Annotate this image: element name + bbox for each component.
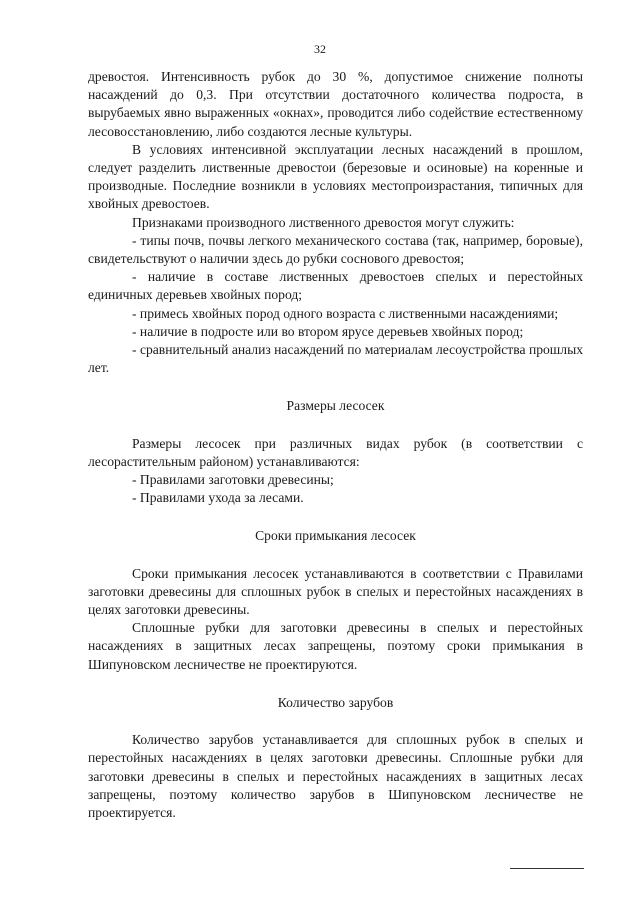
list-item: - наличие в подросте или во втором ярусе деревьев хвойных пород; <box>132 323 524 339</box>
list-item: - Правилами ухода за лесами. <box>132 490 304 506</box>
list-item: - типы почв, почвы легкого механического состава (так, например, боровые), свидетельствуют о наличии здесь до рубки соснового древостоя; <box>88 232 583 267</box>
page-number: 32 <box>314 42 326 56</box>
list-item: - наличие в составе лиственных древостоев спелых и перестойных единичных деревьев хвойных пород; <box>88 269 583 303</box>
paragraph: Сплошные рубки для заготовки древесины в спелых и перестойных насаждениях в защитных лесах запрещены, поэтому сроки примыкания в Шипуновском лесничестве не проектируются. <box>88 620 583 672</box>
footer-divider <box>510 868 584 869</box>
list-item: - Правилами заготовки древесины; <box>132 472 334 488</box>
paragraph: Признаками производного лиственного древостоя могут служить: <box>132 214 515 230</box>
list-item: - примесь хвойных пород одного возраста с лиственными насаждениями; <box>132 305 559 321</box>
document-body <box>88 68 583 822</box>
section-title-cutting-area-size: Размеры лесосек <box>286 398 385 414</box>
paragraph: В условиях интенсивной эксплуатации лесных насаждений в прошлом, следует разделить лиственные древостои (березовые и осиновые) на коренные и производные. Последние возникли в условиях местопроизрастания, типичных для хвойных древостоев. <box>88 141 583 212</box>
paragraph: Сроки примыкания лесосек устанавливаются в соответствии с Правилами заготовки древесины для сплошных рубок в спелых и перестойных насаждениях в целях заготовки древесины. <box>88 565 583 618</box>
section-title-number-of-cuts: Количество зарубов <box>277 694 394 710</box>
paragraph: Количество зарубов устанавливается для сплошных рубок в спелых и перестойных насаждениях в целях заготовки древесины. Сплошные рубки для заготовки древесины в спелых и перестойных насаждениях в защитных лесах запрещены, поэтому количество зарубов в Шипуновском лесничестве не проектируется. <box>88 732 583 820</box>
list-item: - сравнительный анализ насаждений по материалам лесоустройства прошлых лет. <box>88 342 583 376</box>
paragraph: Размеры лесосек при различных видах рубок (в соответствии с лесорастительным районом) устанавливаются: <box>88 435 583 469</box>
paragraph: древостоя. Интенсивность рубок до 30 %, допустимое снижение полноты насаждений до 0,3. При отсутствии достаточного количества подроста, в вырубаемых явно выраженных «окнах», проводится либо содействие естественному лесовосстановлению, либо создаются лесные культуры. <box>88 69 583 139</box>
section-title-adjacency-terms: Сроки примыкания лесосек <box>255 528 416 544</box>
